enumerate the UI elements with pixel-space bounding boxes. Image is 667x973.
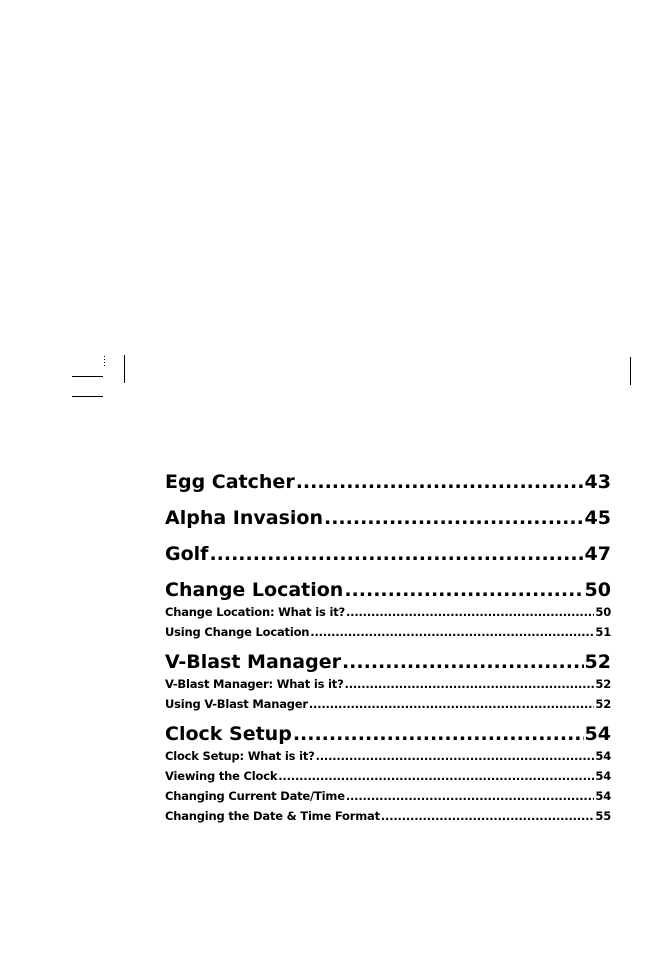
toc-entry-title: Change Location: What is it?	[165, 605, 345, 619]
toc-entry-page: 55	[595, 809, 611, 823]
toc-entry-main	[165, 650, 611, 674]
toc-entry-sub	[165, 622, 611, 642]
crop-mark	[72, 376, 103, 377]
dot-leader	[293, 722, 584, 746]
toc-entry-sub	[165, 766, 611, 786]
dot-leader	[344, 578, 583, 602]
toc-entry-title: Changing Current Date/Time	[165, 789, 345, 803]
registration-dots	[104, 356, 105, 366]
toc-entry-sub	[165, 746, 611, 766]
toc-entry-page: 45	[584, 507, 611, 529]
toc-entry-title: V-Blast Manager	[165, 651, 341, 673]
toc-entry-sub	[165, 806, 611, 826]
toc-section	[165, 650, 611, 714]
toc-entry-title: Clock Setup: What is it?	[165, 749, 315, 763]
toc-entry-title: Changing the Date & Time Format	[165, 809, 380, 823]
toc-entry-title: Using V-Blast Manager	[165, 697, 308, 711]
toc-entry-page: 54	[595, 749, 611, 763]
toc-entry-title: Viewing the Clock	[165, 769, 278, 783]
dot-leader	[381, 806, 595, 826]
dot-leader	[209, 542, 583, 566]
toc-entry-main	[165, 578, 611, 602]
toc-entry-main	[165, 506, 611, 530]
toc-entry-title: Clock Setup	[165, 723, 292, 745]
toc-entry-main	[165, 470, 611, 494]
toc-section	[165, 542, 611, 566]
crop-mark	[124, 355, 125, 383]
toc-entry-title: Change Location	[165, 579, 344, 601]
table-of-contents	[165, 470, 611, 826]
dot-leader	[278, 766, 594, 786]
dot-leader	[342, 650, 584, 674]
dot-leader	[316, 746, 595, 766]
dot-leader	[346, 602, 594, 622]
toc-entry-page: 54	[595, 769, 611, 783]
toc-entry-title: Alpha Invasion	[165, 507, 323, 529]
toc-section	[165, 506, 611, 530]
toc-entry-page: 54	[584, 723, 611, 745]
toc-entry-sub	[165, 602, 611, 622]
toc-entry-main	[165, 722, 611, 746]
toc-entry-sub	[165, 786, 611, 806]
toc-entry-page: 43	[584, 471, 611, 493]
toc-entry-title: Using Change Location	[165, 625, 310, 639]
toc-entry-sub	[165, 694, 611, 714]
dot-leader	[346, 786, 595, 806]
toc-entry-page: 51	[595, 625, 611, 639]
toc-entry-page: 54	[595, 789, 611, 803]
dot-leader	[309, 694, 595, 714]
dot-leader	[345, 674, 595, 694]
toc-entry-sub	[165, 674, 611, 694]
toc-entry-page: 52	[584, 651, 611, 673]
toc-section	[165, 470, 611, 494]
toc-entry-page: 52	[595, 697, 611, 711]
toc-section	[165, 578, 611, 642]
toc-section	[165, 722, 611, 826]
dot-leader	[296, 470, 584, 494]
toc-entry-page: 50	[584, 579, 611, 601]
toc-entry-title: Golf	[165, 543, 209, 565]
toc-entry-page: 50	[595, 605, 611, 619]
dot-leader	[310, 622, 594, 642]
dot-leader	[324, 506, 584, 530]
toc-entry-page: 52	[595, 677, 611, 691]
crop-mark	[72, 396, 103, 397]
toc-entry-title: Egg Catcher	[165, 471, 295, 493]
toc-entry-main	[165, 542, 611, 566]
toc-entry-title: V-Blast Manager: What is it?	[165, 677, 344, 691]
toc-entry-page: 47	[584, 543, 611, 565]
crop-mark	[630, 357, 631, 385]
